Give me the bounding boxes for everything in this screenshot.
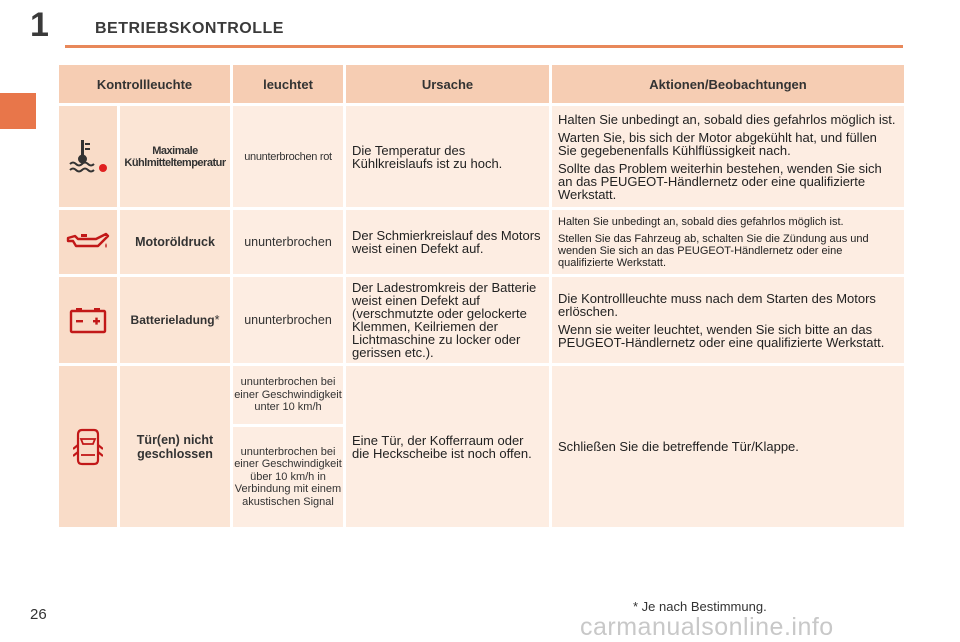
cause-text: Die Temperatur des Kühlkreislaufs ist zu hoch. (346, 106, 549, 207)
action-text: Schließen Sie die betreffende Tür/Klappe. (558, 439, 799, 454)
warning-lights-table (56, 62, 907, 530)
warning-light-name-text: Batterieladung (130, 313, 215, 327)
table-row (59, 106, 904, 207)
footnote-mark: * (214, 313, 220, 327)
footnote: * Je nach Bestimmung. (633, 599, 767, 614)
warning-light-name: Maximale Kühlmitteltemperatur (120, 106, 230, 207)
page-number: 26 (30, 606, 47, 623)
watermark: carmanualsonline.info (580, 613, 834, 641)
warning-light-name (120, 277, 230, 363)
actions-cell (552, 366, 904, 527)
door-open-icon (59, 366, 117, 527)
cause-text: Der Ladestromkreis der Batterie weist einen Defekt auf (verschmutzte oder gelockerte Klemmen, Keilriemen der Lichtmaschine zu locker oder gerissen etc.). (346, 277, 549, 363)
table-header-row (59, 65, 904, 103)
lit-condition: ununterbrochen (233, 277, 343, 363)
action-text: Stellen Sie das Fahrzeug ab, schalten Sie die Zündung aus und wenden Sie sich an das PEUGEOT-Händlernetz oder eine qualifizierte Werkstatt. (558, 232, 869, 269)
actions-cell (552, 210, 904, 274)
actions-cell (552, 277, 904, 363)
table-row (59, 277, 904, 363)
lit-condition: ununterbrochen (233, 210, 343, 274)
coolant-temperature-icon (59, 106, 117, 207)
column-header-cause: Ursache (346, 65, 549, 103)
lit-condition: ununterbrochen rot (233, 106, 343, 207)
warning-light-name: Tür(en) nicht geschlossen (120, 366, 230, 527)
header-rule (65, 45, 903, 48)
column-header-actions: Aktionen/Beobachtungen (552, 65, 904, 103)
lit-condition: ununterbrochen bei einer Geschwindigkeit unter 10 km/h (233, 366, 343, 424)
oil-pressure-icon (59, 210, 117, 274)
action-text: Die Kontrollleuchte muss nach dem Starten des Motors erlöschen. (558, 290, 876, 319)
action-text: Warten Sie, bis sich der Motor abgekühlt hat, und füllen Sie gegebenenfalls Kühlflüssigkeit nach. (558, 129, 877, 158)
chapter-side-tab[interactable] (0, 93, 36, 129)
action-text: Halten Sie unbedingt an, sobald dies gefahrlos möglich ist. (558, 215, 844, 228)
warning-light-name: Motoröldruck (120, 210, 230, 274)
cause-text: Der Schmierkreislauf des Motors weist einen Defekt auf. (346, 210, 549, 274)
column-header-warning-light: Kontrollleuchte (59, 65, 230, 103)
action-text: Wenn sie weiter leuchtet, wenden Sie sich bitte an das PEUGEOT-Händlernetz oder eine qualifizierte Werkstatt. (558, 321, 885, 350)
action-text: Halten Sie unbedingt an, sobald dies gefahrlos möglich ist. (558, 111, 896, 127)
chapter-title: BETRIEBSKONTROLLE (95, 20, 284, 37)
cause-text: Eine Tür, der Kofferraum oder die Heckscheibe ist noch offen. (346, 366, 549, 527)
column-header-lit: leuchtet (233, 65, 343, 103)
action-text: Sollte das Problem weiterhin bestehen, wenden Sie sich an das PEUGEOT-Händlernetz oder eine qualifizierte Werkstatt. (558, 160, 882, 202)
table-row (59, 366, 904, 424)
actions-cell (552, 106, 904, 207)
battery-icon (59, 277, 117, 363)
table-row (59, 210, 904, 274)
lit-condition: ununterbrochen bei einer Geschwindigkeit über 10 km/h in Verbindung mit einem akustischen Signal (233, 427, 343, 527)
chapter-number: 1 (30, 6, 49, 44)
